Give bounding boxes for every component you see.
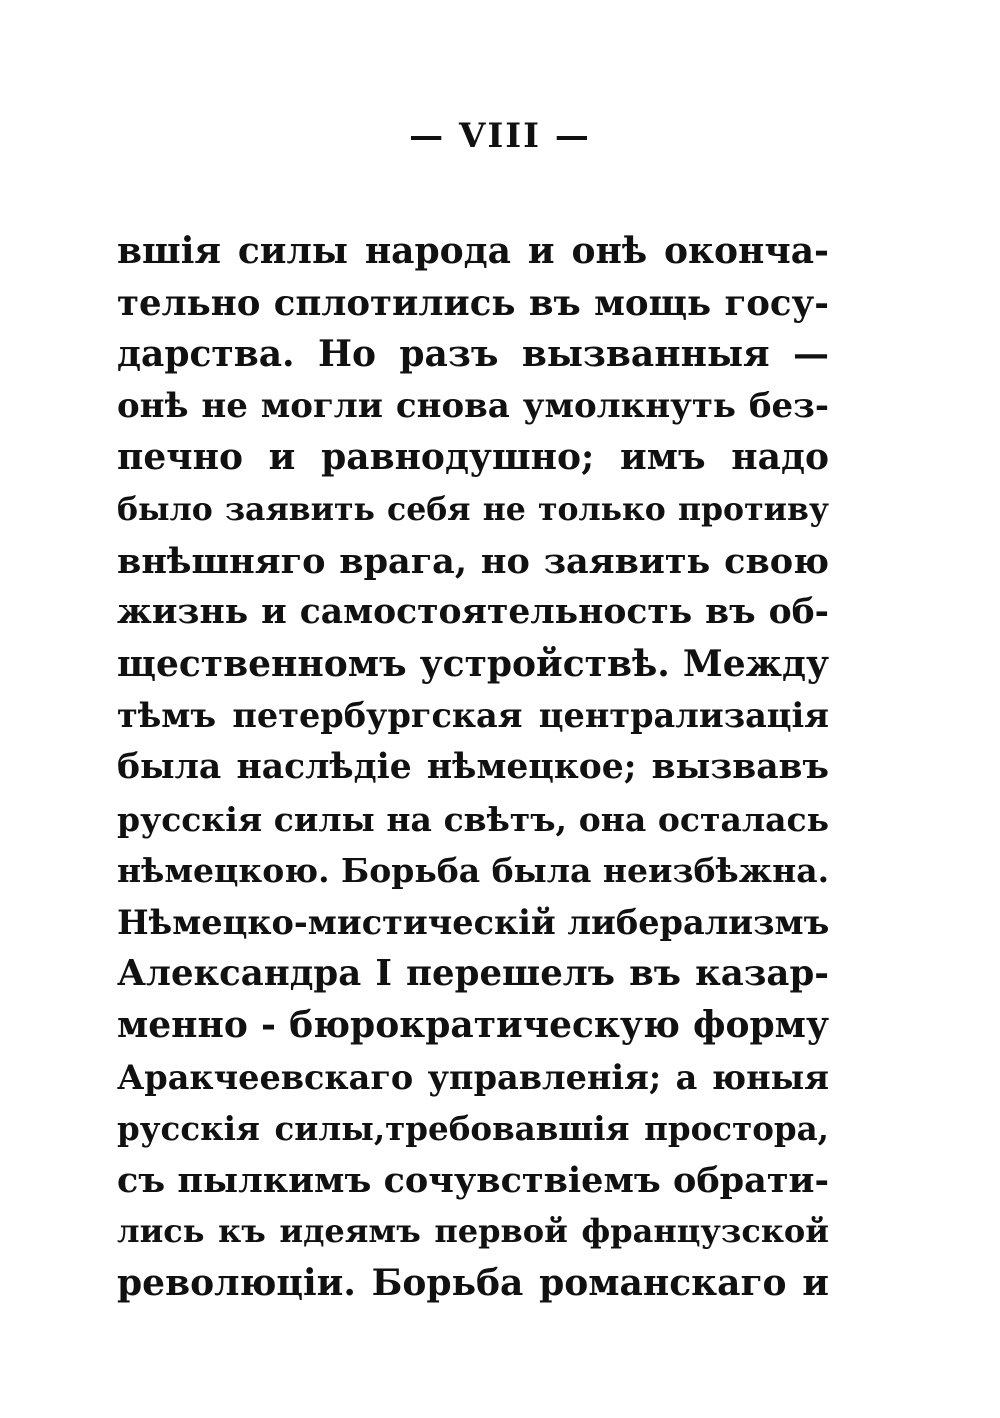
text-line: нѣмецкою. Борьба была неизбѣжна. xyxy=(117,851,830,891)
text-line: было заявить себя не только противу xyxy=(117,490,829,528)
text-line: печно и равнодушно; имъ надо xyxy=(117,436,829,479)
text-line: русскія силы,требовавшія простора, xyxy=(117,1109,829,1149)
text-line: менно - бюрократическую форму xyxy=(117,1003,829,1046)
body-text xyxy=(117,226,829,1309)
text-line: внѣшняго врага, но заявить свою xyxy=(117,540,829,582)
text-line: Александра I перешелъ въ казар- xyxy=(117,953,829,995)
text-line: онѣ не могли снова умолкнуть без- xyxy=(117,385,829,426)
text-line: лись къ идеямъ первой французской xyxy=(117,1212,829,1251)
text-line: тѣмъ петербургская централизація xyxy=(117,696,829,736)
text-line: была наслѣдіе нѣмецкое; вызвавъ xyxy=(117,746,829,787)
page-number-header: — VIII — xyxy=(409,116,591,156)
text-line: жизнь и самостоятельность въ об- xyxy=(117,592,829,633)
text-line: революціи. Борьба романскаго и xyxy=(117,1261,829,1304)
text-line: дарства. Но разъ вызванныя — xyxy=(117,333,829,376)
text-line: русскія силы на свѣтъ, она осталась xyxy=(117,799,829,839)
text-line: щественномъ устройствѣ. Между xyxy=(117,642,829,685)
text-line: съ пылкимъ сочувствіемъ обрати- xyxy=(117,1159,829,1201)
text-line: Аракчеевскаго управленія; а юныя xyxy=(117,1057,829,1097)
text-line: тельно сплотились въ мощь госу- xyxy=(117,282,829,324)
text-line: Нѣмецко-мистическій либерализмъ xyxy=(117,902,830,942)
text-line: вшія силы народа и онѣ оконча- xyxy=(117,230,829,272)
